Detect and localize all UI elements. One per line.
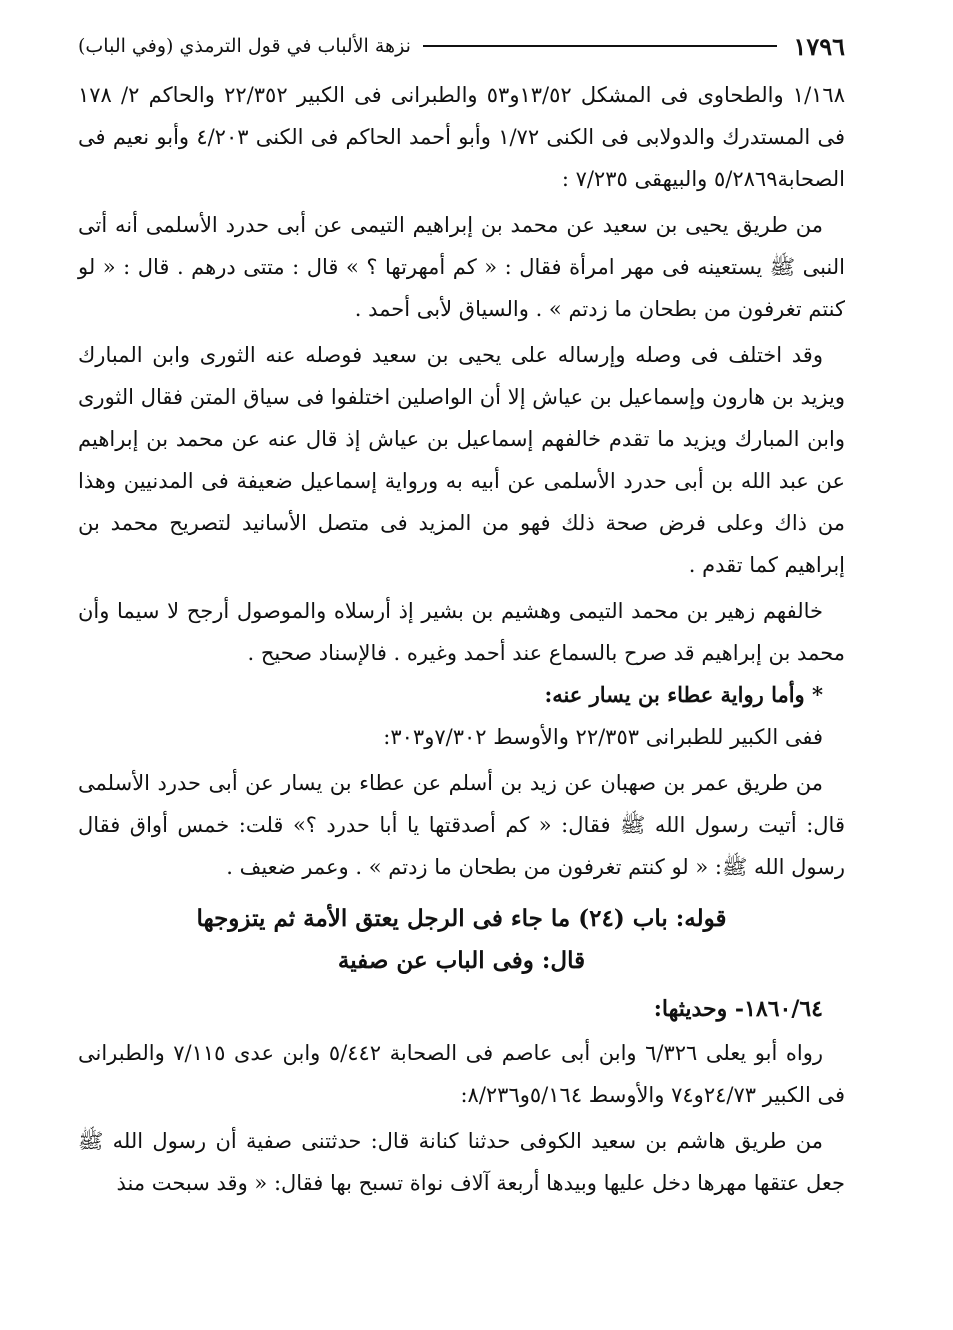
discussion-paragraph: وقد اختلف فى وصله وإرساله على يحيى بن سعيد فوصله عنه الثورى وابن المبارك ويزيد بن هارون وإسماعيل بن عياش إلا أن الواصلين اختلفوا فى سياق المتن فقال الثورى وابن المبارك ويزيد ما تقدم خالفهم إسماعيل بن عياش إذ قال عنه عن محمد بن إبراهيم عن عبد الله بن أبى حدرد الأسلمى عن أبيه به ورواية إسماعيل ضعيفة فى المدنيين وهذا من ذاك وعلى فرض صحة ذلك فهو من المزيد فى متصل الأسانيد لتصريح محمد بن إبراهيم كما تقدم . (78, 343, 845, 577)
hadith-text-paragraph: من طريق يحيى بن سعيد عن محمد بن إبراهيم التيمى عن أبى حدرد الأسلمى أنه أتى النبى ﷺ يستعينه فى مهر امرأة فقال : « كم أمهرتها ؟ » قال : متتى درهم . قال : « لو كنتم تغرفون من بطحان ما زدتم » . والسياق لأبى أحمد . (78, 213, 845, 321)
hadith-number: ١٨٦٠/٦٤- وحديثها: (653, 996, 823, 1022)
page-body (78, 74, 845, 1204)
citation-paragraph: رواه أبو يعلى ٦/٣٢٦ وابن أبى عاصم فى الصحابة ٥/٤٤٢ وابن عدى ٧/١١٥ والطبرانى فى الكبير ٢٤/٧٣و٧٤ والأوسط ٥/١٦٤و٨/٢٣٦: (78, 1041, 845, 1107)
discussion-paragraph: خالفهم زهير بن محمد التيمى وهشيم بن بشير إذ أرسلاه والموصول أرجح لا سيما وأن محمد بن إبراهيم قد صرح بالسماع عند أحمد وغيره . فالإسناد صحيح . (78, 599, 845, 665)
running-title: نزهة الألباب في قول الترمذي (وفي الباب) (78, 35, 411, 57)
header-rule (423, 45, 778, 47)
hadith-text-paragraph: من طريق عمر بن صهبان عن زيد بن أسلم عن عطاء بن يسار عن أبى حدرد الأسلمى قال: أتيت رسول الله ﷺ فقال: « كم أصدقتها يا أبا حدرد ؟» قلت: خمس أواق فقال رسول الله ﷺ: « لو كنتم تغرفون من بطحان ما زدتم » . وعمر ضعيف . (78, 771, 845, 879)
hadith-text-paragraph: من طريق هاشم بن سعيد الكوفى حدثنا كنانة قال: حدثتنى صفية أن رسول الله ﷺ جعل عتقها مهرها دخل عليها وبيدها أربعة آلاف نواة تسبح بها فقال: « وقد سبحت منذ (78, 1129, 845, 1195)
source-line: ففى الكبير للطبرانى ٢٢/٣٥٣ والأوسط ٧/٣٠٢و٣٠٣: (383, 725, 823, 749)
section-lead: * وأما رواية عطاء بن يسار عنه: (544, 682, 823, 707)
page-header (78, 30, 845, 62)
chapter-heading: قوله: باب (٢٤) ما جاء فى الرجل يعتق الأمة ثم يتزوجها (196, 905, 727, 932)
chapter-subheading: قال: وفى الباب عن صفية (337, 947, 586, 974)
page-number: ١٧٩٦ (793, 31, 845, 61)
citation-paragraph: ١/١٦٨ والطحاوى فى المشكل ١٣/٥٢و٥٣ والطبرانى فى الكبير ٢٢/٣٥٢ والحاكم ٢/ ١٧٨ فى المستدرك والدولابى فى الكنى ١/٧٢ وأبو أحمد الحاكم فى الكنى ٤/٢٠٣ وأبو نعيم فى الصحابة٥/٢٨٦٩ والبيهقى ٧/٢٣٥ : (78, 83, 845, 191)
